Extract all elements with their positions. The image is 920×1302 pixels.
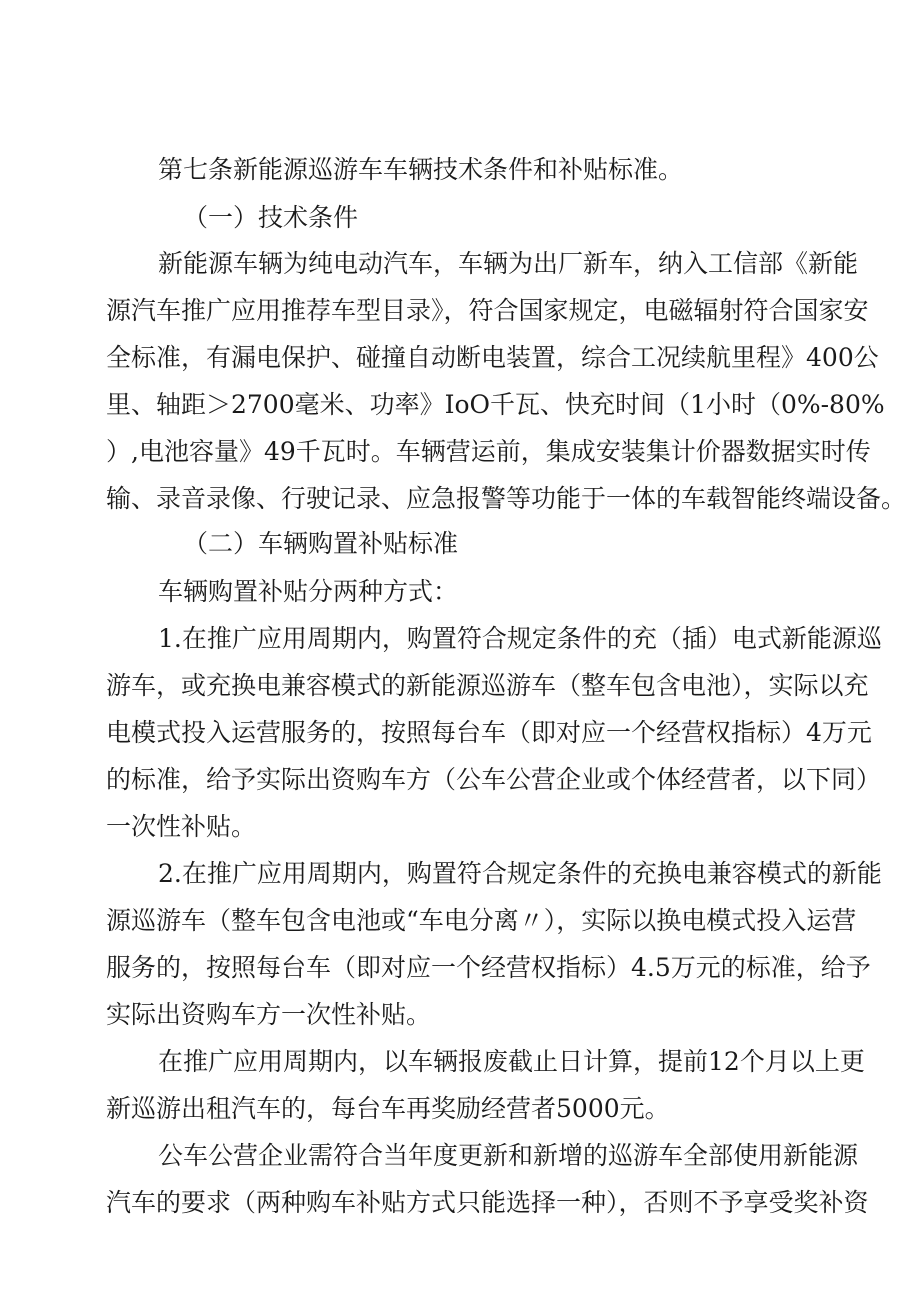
section-heading-subsidy: （二）车辆购置补贴标准 bbox=[183, 529, 459, 558]
section-heading-technical: （一）技术条件 bbox=[183, 203, 359, 232]
paragraph-line: 里、轴距＞2700毫米、功率》IoO千瓦、快充时间（1小时（0%-80% bbox=[106, 390, 885, 419]
paragraph-line: 源巡游车（整车包含电池或“车电分离〃），实际以换电模式投入运营 bbox=[106, 906, 857, 935]
paragraph-line: 一次性补贴。 bbox=[106, 812, 257, 841]
paragraph-line: 全标准，有漏电保护、碰撞自动断电装置，综合工况续航里程》400公 bbox=[106, 343, 879, 372]
paragraph-line: 1.在推广应用周期内，购置符合规定条件的充（插）电式新能源巡 bbox=[158, 624, 882, 653]
paragraph-line: ）,电池容量》49千瓦时。车辆营运前，集成安装集计价器数据实时传 bbox=[106, 437, 871, 466]
paragraph-line: 游车，或充换电兼容模式的新能源巡游车（整车包含电池），实际以充 bbox=[106, 671, 869, 700]
paragraph-line: 实际出资购车方一次性补贴。 bbox=[106, 1000, 432, 1029]
paragraph-line: 新能源车辆为纯电动汽车，车辆为出厂新车，纳入工信部《新能 bbox=[158, 249, 859, 278]
paragraph-line: 2.在推广应用周期内，购置符合规定条件的充换电兼容模式的新能 bbox=[158, 859, 882, 888]
paragraph-line: 电模式投入运营服务的，按照每台车（即对应一个经营权指标）4万元 bbox=[106, 718, 872, 747]
article-heading: 第七条新能源巡游车车辆技术条件和补贴标准。 bbox=[158, 155, 684, 184]
paragraph-line: 源汽车推广应用推荐车型目录》，符合国家规定，电磁辐射符合国家安 bbox=[106, 296, 869, 325]
paragraph-line: 输、录音录像、行驶记录、应急报警等功能于一体的车载智能终端设备。 bbox=[106, 484, 907, 513]
paragraph-line: 新巡游出租汽车的，每台车再奖励经营者5000元。 bbox=[106, 1094, 670, 1123]
paragraph-line: 车辆购置补贴分两种方式： bbox=[158, 577, 459, 606]
paragraph-line: 在推广应用周期内，以车辆报废截止日计算，提前12个月以上更 bbox=[158, 1047, 865, 1076]
paragraph-line: 公车公营企业需符合当年度更新和新增的巡游车全部使用新能源 bbox=[158, 1141, 859, 1170]
paragraph-line: 的标准，给予实际出资购车方（公车公营企业或个体经营者，以下同） bbox=[106, 765, 882, 794]
paragraph-line: 服务的，按照每台车（即对应一个经营权指标）4.5万元的标准，给予 bbox=[106, 953, 871, 982]
paragraph-line: 汽车的要求（两种购车补贴方式只能选择一种），否则不予享受奖补资 bbox=[106, 1188, 869, 1217]
